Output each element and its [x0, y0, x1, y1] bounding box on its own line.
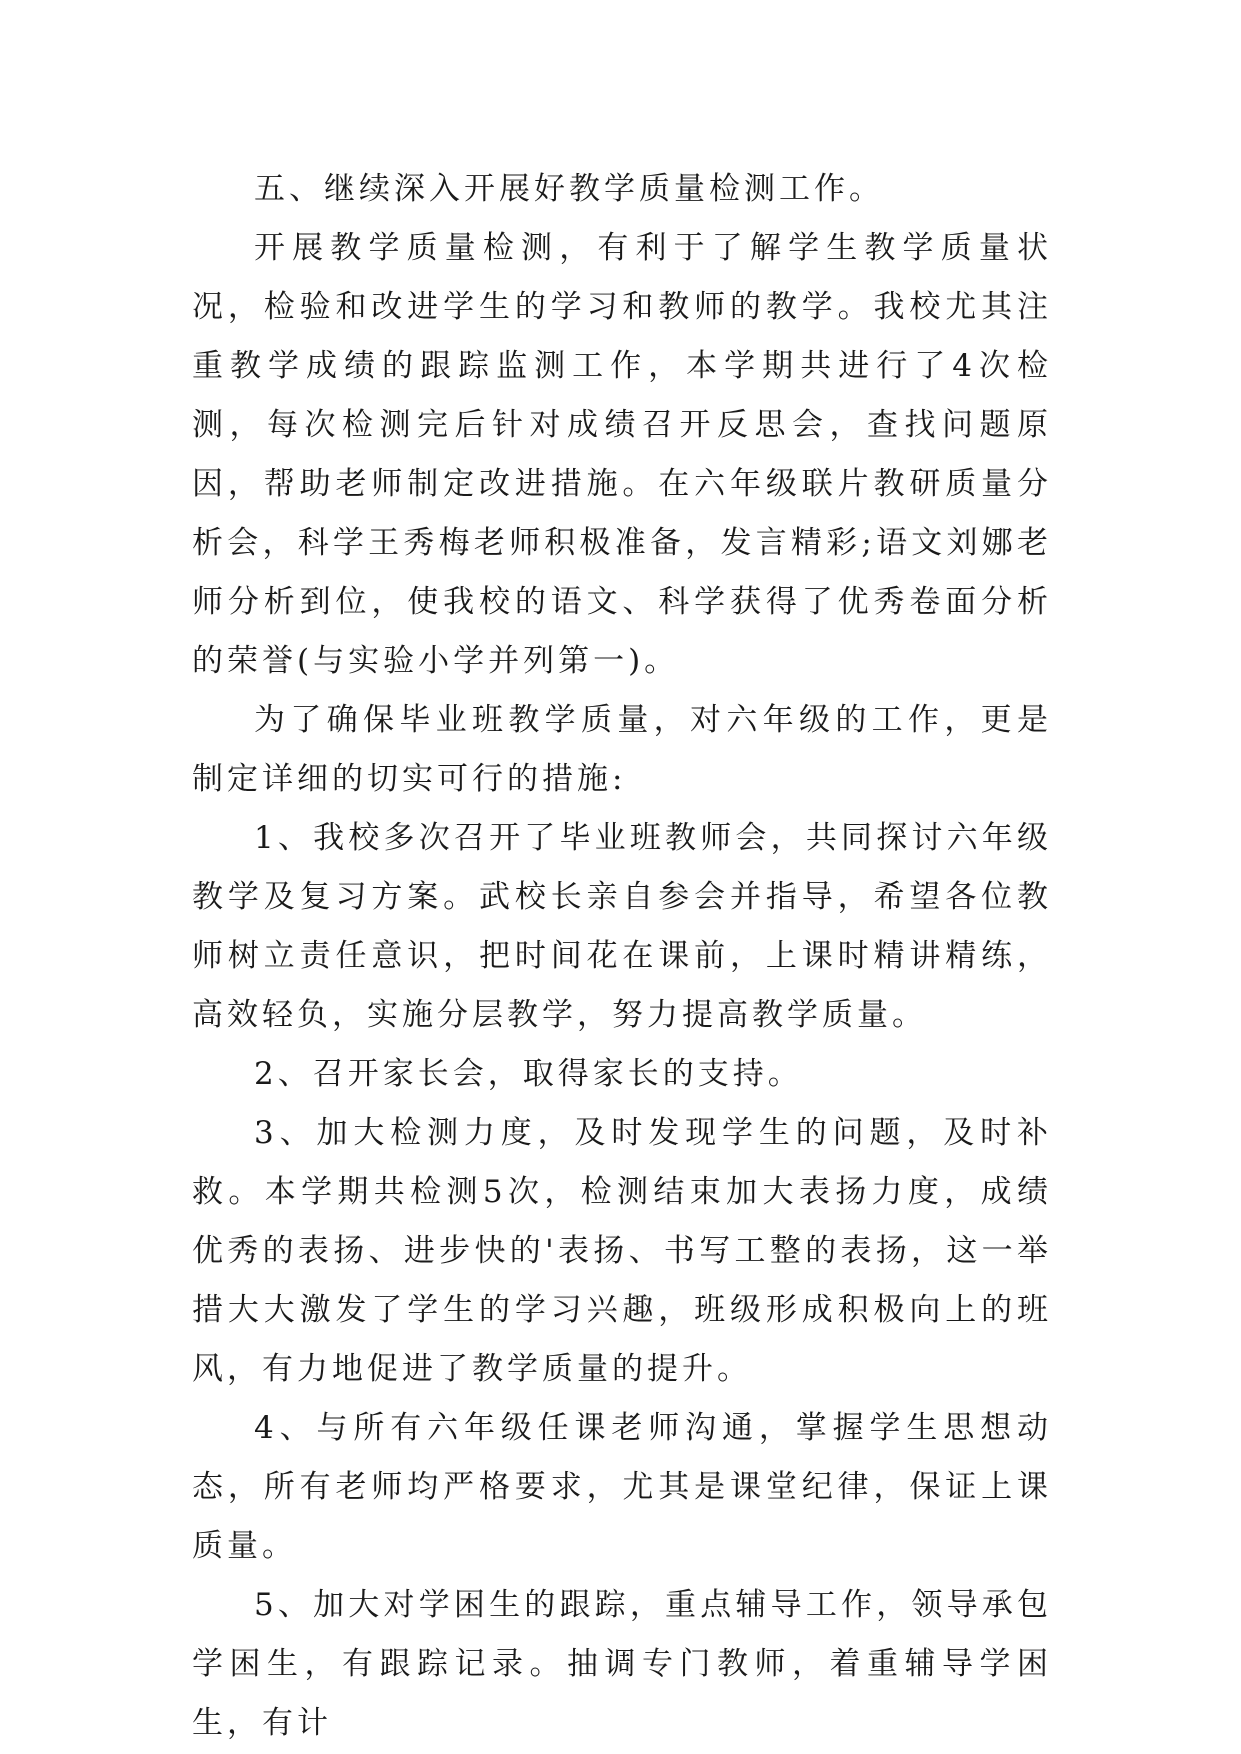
paragraph: 开展教学质量检测，有利于了解学生教学质量状况，检验和改进学生的学习和教师的教学。我校尤其注重教学成绩的跟踪监测工作，本学期共进行了4次检测，每次检测完后针对成绩召开反思会，查找问题原因，帮助老师制定改进措施。在六年级联片教研质量分析会，科学王秀梅老师积极准备，发言精彩;语文刘娜老师分析到位，使我校的语文、科学获得了优秀卷面分析的荣誉(与实验小学并列第一)。 [192, 230, 1052, 679]
list-item: 5、加大对学困生的跟踪，重点辅导工作，领导承包学困生，有跟踪记录。抽调专门教师，着重辅导学困生，有计 [192, 1587, 1052, 1741]
document-body [192, 160, 1052, 1753]
list-item: 4、与所有六年级任课老师沟通，掌握学生思想动态，所有老师均严格要求，尤其是课堂纪律，保证上课质量。 [192, 1410, 1052, 1564]
list-item: 2、召开家长会，取得家长的支持。 [254, 1056, 803, 1092]
section-heading: 五、继续深入开展好教学质量检测工作。 [254, 171, 884, 207]
list-item: 1、我校多次召开了毕业班教师会，共同探讨六年级教学及复习方案。武校长亲自参会并指导，希望各位教师树立责任意识，把时间花在课前，上课时精讲精练，高效轻负，实施分层教学，努力提高教学质量。 [192, 820, 1052, 1033]
list-item: 3、加大检测力度，及时发现学生的问题，及时补救。本学期共检测5次，检测结束加大表扬力度，成绩优秀的表扬、进步快的'表扬、书写工整的表扬，这一举措大大激发了学生的学习兴趣，班级形成积极向上的班风，有力地促进了教学质量的提升。 [192, 1115, 1052, 1387]
paragraph: 为了确保毕业班教学质量，对六年级的工作，更是制定详细的切实可行的措施: [192, 702, 1052, 797]
